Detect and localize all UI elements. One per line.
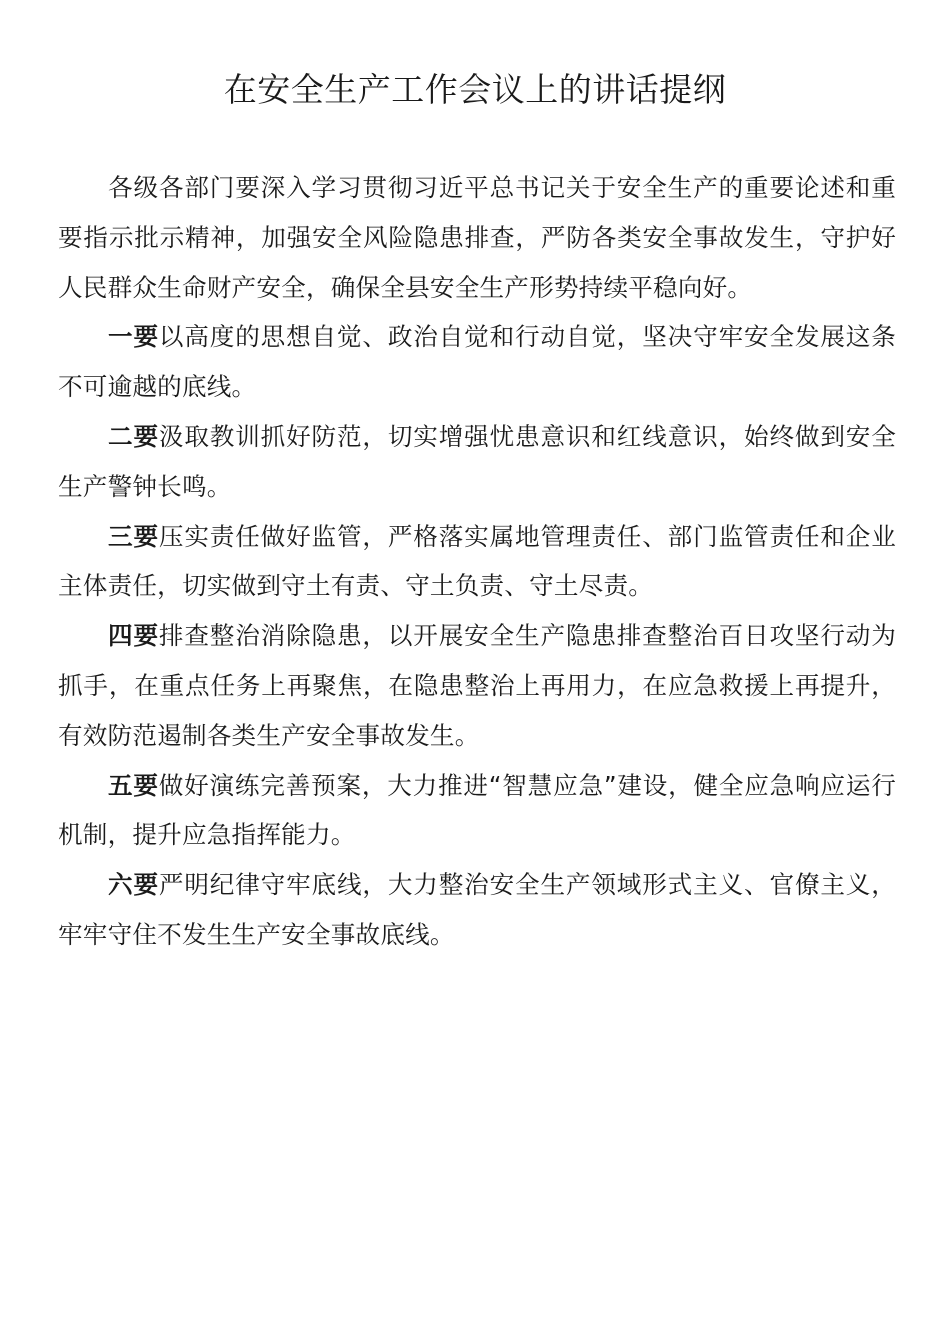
point-paragraph-6: [58, 860, 896, 960]
point-paragraph-2: [58, 412, 896, 512]
document-title: 在安全生产工作会议上的讲话提纲: [223, 70, 727, 109]
point-lead: 五要: [108, 770, 159, 800]
point-lead: 二要: [108, 421, 159, 451]
point-text: 汲取教训抓好防范，切实增强忧患意识和红线意识，始终做到安全生产警钟长鸣。: [58, 421, 896, 501]
point-lead: 三要: [108, 521, 159, 551]
point-lead: 六要: [108, 870, 159, 900]
point-paragraph-5: [58, 761, 896, 861]
point-text: 做好演练完善预案，大力推进“智慧应急”建设，健全应急响应运行机制，提升应急指挥能力。: [58, 770, 896, 850]
point-paragraph-3: [58, 512, 896, 612]
point-text: 压实责任做好监管，严格落实属地管理责任、部门监管责任和企业主体责任，切实做到守土有责、守土负责、守土尽责。: [58, 521, 896, 601]
point-text: 排查整治消除隐患，以开展安全生产隐患排查整治百日攻坚行动为抓手，在重点任务上再聚焦，在隐患整治上再用力，在应急救援上再提升，有效防范遏制各类生产安全事故发生。: [58, 621, 896, 750]
point-lead: 一要: [108, 322, 159, 352]
point-text: 以高度的思想自觉、政治自觉和行动自觉，坚决守牢安全发展这条不可逾越的底线。: [58, 322, 896, 402]
point-paragraph-1: [58, 312, 896, 412]
document-body: [58, 163, 896, 960]
point-text: 严明纪律守牢底线，大力整治安全生产领域形式主义、官僚主义，牢牢守住不发生生产安全事故底线。: [58, 870, 896, 949]
intro-paragraph: 各级各部门要深入学习贯彻习近平总书记关于安全生产的重要论述和重要指示批示精神，加强安全风险隐患排查，严防各类安全事故发生，守护好人民群众生命财产安全，确保全县安全生产形势持续平稳向好。: [58, 173, 896, 302]
point-lead: 四要: [108, 621, 159, 651]
point-paragraph-4: [58, 611, 896, 760]
